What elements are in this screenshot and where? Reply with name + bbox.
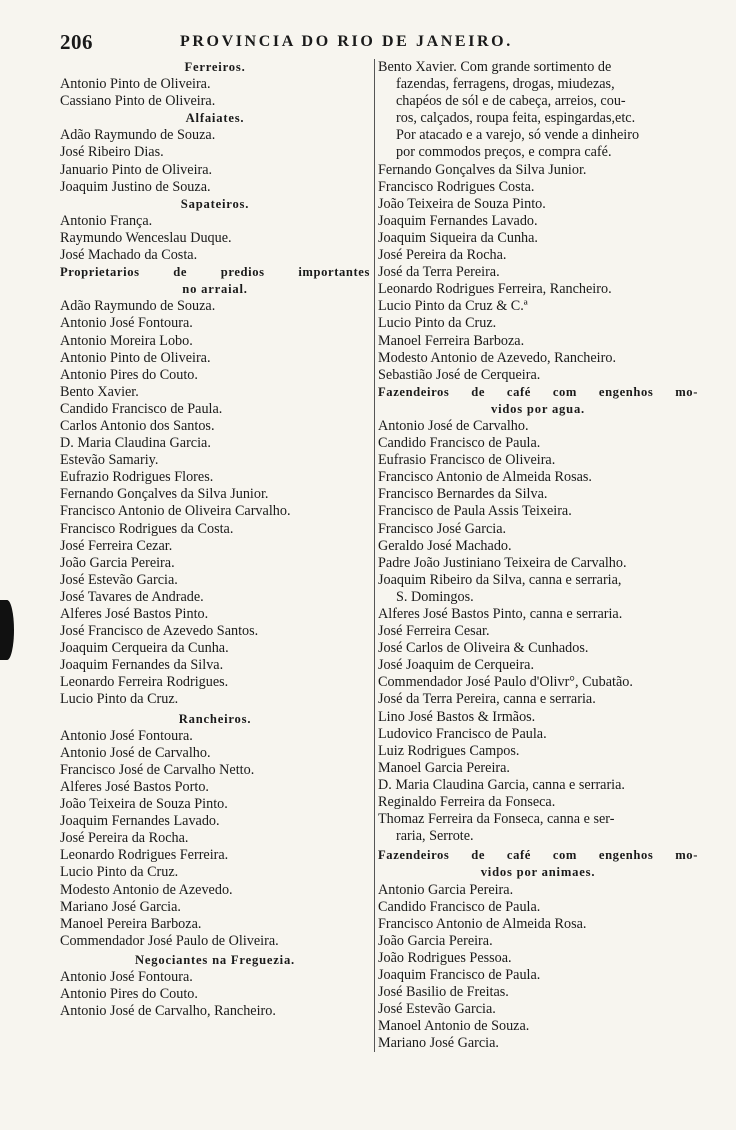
list-item: Fernando Gonçalves da Silva Junior. bbox=[378, 161, 587, 178]
list-item: Luiz Rodrigues Campos. bbox=[378, 742, 520, 759]
list-item: Francisco José Garcia. bbox=[378, 520, 507, 537]
list-item: José Estevão Garcia. bbox=[60, 571, 178, 588]
page-edge-stain bbox=[0, 600, 14, 660]
list-item: Ludovico Francisco de Paula. bbox=[378, 725, 547, 742]
right-column bbox=[374, 59, 698, 1052]
list-item: Alferes José Bastos Pinto, canna e serraria. bbox=[378, 606, 623, 622]
list-item: Thomaz Ferreira da Fonseca, canna e ser- bbox=[378, 811, 615, 828]
list-item: Carlos Antonio dos Santos. bbox=[60, 417, 215, 434]
list-item: Estevão Samariy. bbox=[60, 452, 159, 469]
list-item: Modesto Antonio de Azevedo, Rancheiro. bbox=[378, 349, 616, 366]
section-heading-rancheiros: Rancheiros. bbox=[178, 711, 252, 726]
list-item: João Teixeira de Souza Pinto. bbox=[378, 195, 546, 212]
list-item: Antonio José Fontoura. bbox=[60, 968, 193, 985]
list-proprietarios bbox=[60, 298, 370, 708]
list-item: Sebastião José de Cerqueira. bbox=[378, 366, 541, 383]
list-item: João Rodrigues Pessoa. bbox=[378, 949, 512, 966]
section-heading-negociantes: Negociantes na Freguezia. bbox=[134, 952, 296, 967]
section-heading-fazendeiros-animaes-cont: vidos por animaes. bbox=[480, 865, 596, 880]
list-rancheiros bbox=[60, 728, 370, 950]
list-ferreiros bbox=[60, 76, 370, 110]
list-item: Modesto Antonio de Azevedo. bbox=[60, 881, 233, 898]
list-item: Lucio Pinto da Cruz. bbox=[60, 864, 179, 881]
list-item: Manoel Garcia Pereira. bbox=[378, 759, 510, 776]
list-item: Antonio Moreira Lobo. bbox=[60, 332, 193, 349]
list-item: Antonio Garcia Pereira. bbox=[378, 881, 514, 898]
list-item: Leonardo Rodrigues Ferreira. bbox=[60, 847, 229, 864]
list-item: José Joaquim de Cerqueira. bbox=[378, 657, 535, 674]
list-item: Adão Raymundo de Souza. bbox=[60, 298, 216, 315]
list-item: Antonio Pinto de Oliveira. bbox=[60, 76, 211, 93]
list-item-continuation: raria, Serrote. bbox=[396, 828, 474, 845]
list-item: Joaquim Justino de Souza. bbox=[60, 178, 211, 195]
list-item: ros, calçados, roupa feita, espingardas,etc. bbox=[396, 110, 636, 127]
running-title: PROVINCIA DO RIO DE JANEIRO. bbox=[180, 33, 513, 50]
list-item: Bento Xavier. Com grande sortimento de bbox=[378, 59, 612, 75]
list-item: Geraldo José Machado. bbox=[378, 537, 512, 554]
section-heading-proprietarios-cont: no arraial. bbox=[182, 282, 248, 297]
list-item: Joaquim Fernandes Lavado. bbox=[60, 813, 220, 830]
list-item: fazendas, ferragens, drogas, miudezas, bbox=[396, 76, 615, 93]
list-negociantes bbox=[60, 969, 370, 1020]
list-item: José Tavares de Andrade. bbox=[60, 588, 204, 605]
list-item: Reginaldo Ferreira da Fonseca. bbox=[378, 794, 556, 811]
list-item: José Machado da Costa. bbox=[60, 247, 198, 264]
section-heading-fazendeiros-agua: Fazendeiros de café com engenhos mo- bbox=[378, 384, 698, 399]
list-item: Joaquim Ribeiro da Silva, canna e serraria, bbox=[378, 571, 622, 588]
list-fazendeiros-agua-2 bbox=[378, 606, 698, 811]
list-negociantes-continued bbox=[378, 162, 698, 384]
section-heading-ferreiros: Ferreiros. bbox=[184, 60, 246, 74]
list-item: Candido Francisco de Paula. bbox=[378, 898, 541, 915]
list-item: Francisco Rodrigues da Costa. bbox=[60, 520, 234, 537]
list-item: Fernando Gonçalves da Silva Junior. bbox=[60, 486, 269, 503]
list-item: Commendador José Paulo de Oliveira. bbox=[60, 932, 279, 949]
list-item: Francisco Antonio de Oliveira Carvalho. bbox=[60, 503, 291, 520]
list-item: Candido Francisco de Paula. bbox=[378, 435, 541, 452]
list-item: João Garcia Pereira. bbox=[378, 932, 493, 949]
list-item: Lucio Pinto da Cruz. bbox=[60, 691, 179, 708]
list-item: Eufrazio Rodrigues Flores. bbox=[60, 469, 214, 486]
list-item: José Estevão Garcia. bbox=[378, 1001, 496, 1018]
list-item: Antonio José de Carvalho. bbox=[378, 417, 529, 434]
list-item: Por atacado e a varejo, só vende a dinheiro bbox=[396, 127, 640, 144]
list-item: Eufrasio Francisco de Oliveira. bbox=[378, 452, 556, 469]
list-item: Francisco Bernardes da Silva. bbox=[378, 486, 548, 503]
list-fazendeiros-animaes bbox=[378, 882, 698, 1053]
list-item: D. Maria Claudina Garcia, canna e serraria. bbox=[378, 776, 625, 793]
list-item: Antonio José Fontoura. bbox=[60, 315, 193, 332]
list-item: Lucio Pinto da Cruz & C.ª bbox=[378, 298, 528, 315]
page-number: 206 bbox=[60, 30, 93, 54]
list-item: Joaquim Fernandes Lavado. bbox=[378, 212, 538, 229]
list-item: Antonio Pires do Couto. bbox=[60, 366, 198, 383]
list-item: Francisco José de Carvalho Netto. bbox=[60, 761, 255, 778]
list-sapateiros bbox=[60, 213, 370, 264]
list-item: Joaquim Francisco de Paula. bbox=[378, 966, 541, 983]
list-item: Antonio José de Carvalho, Rancheiro. bbox=[60, 1003, 276, 1020]
list-item: Leonardo Rodrigues Ferreira, Rancheiro. bbox=[378, 281, 612, 298]
list-item: Adão Raymundo de Souza. bbox=[60, 127, 216, 144]
list-item-continuation: S. Domingos. bbox=[396, 588, 474, 605]
list-item: D. Maria Claudina Garcia. bbox=[60, 435, 211, 452]
list-item: José Pereira da Rocha. bbox=[378, 247, 507, 264]
list-item: Joaquim Fernandes da Silva. bbox=[60, 657, 224, 674]
list-item: Antonio José de Carvalho. bbox=[60, 744, 211, 761]
list-item: José Ferreira Cesar. bbox=[378, 623, 490, 640]
section-heading-proprietarios: Proprietarios de predios importantes bbox=[60, 265, 370, 280]
list-item: José Carlos de Oliveira & Cunhados. bbox=[378, 640, 589, 657]
list-item: Mariano José Garcia. bbox=[378, 1035, 499, 1052]
list-item: Januario Pinto de Oliveira. bbox=[60, 161, 213, 178]
list-item: Alferes José Bastos Pinto. bbox=[60, 606, 209, 622]
section-heading-alfaiates: Alfaiates. bbox=[185, 111, 245, 126]
list-item: Antonio França. bbox=[60, 212, 153, 229]
list-item: José da Terra Pereira. bbox=[378, 264, 500, 281]
list-item: Raymundo Wenceslau Duque. bbox=[60, 229, 232, 246]
list-item: Leonardo Ferreira Rodrigues. bbox=[60, 674, 229, 691]
list-item: José Basilio de Freitas. bbox=[378, 984, 509, 1001]
list-item: Mariano José Garcia. bbox=[60, 898, 181, 915]
list-item: Bento Xavier. bbox=[60, 383, 139, 400]
list-item: Joaquim Siqueira da Cunha. bbox=[378, 229, 538, 246]
section-heading-fazendeiros-agua-cont: vidos por agua. bbox=[490, 401, 585, 416]
list-item: Antonio Pinto de Oliveira. bbox=[60, 349, 211, 366]
list-item: Padre João Justiniano Teixeira de Carvalho. bbox=[378, 554, 627, 571]
list-fazendeiros-agua bbox=[378, 418, 698, 572]
list-item: por commodos preços, e compra café. bbox=[396, 144, 612, 161]
list-alfaiates bbox=[60, 127, 370, 195]
list-item: Antonio Pires do Couto. bbox=[60, 986, 198, 1003]
list-item: Cassiano Pinto de Oliveira. bbox=[60, 93, 216, 110]
list-item: Lino José Bastos & Irmãos. bbox=[378, 708, 536, 725]
list-item: João Garcia Pereira. bbox=[60, 554, 175, 571]
section-heading-sapateiros: Sapateiros. bbox=[180, 196, 250, 211]
list-item: Commendador José Paulo d'Olivr°, Cubatão. bbox=[378, 674, 633, 691]
list-item: João Teixeira de Souza Pinto. bbox=[60, 796, 228, 813]
list-item: Lucio Pinto da Cruz. bbox=[378, 315, 497, 332]
list-item: Candido Francisco de Paula. bbox=[60, 400, 223, 417]
list-item: Francisco Antonio de Almeida Rosas. bbox=[378, 469, 592, 486]
list-item: Manoel Ferreira Barboza. bbox=[378, 332, 525, 349]
bento-xavier-advertisement bbox=[378, 59, 698, 162]
list-item: José Francisco de Azevedo Santos. bbox=[60, 623, 259, 640]
list-item: Manoel Pereira Barboza. bbox=[60, 915, 202, 932]
list-item: Francisco Antonio de Almeida Rosa. bbox=[378, 915, 587, 932]
list-item: José Ferreira Cezar. bbox=[60, 537, 173, 554]
list-item: Alferes José Bastos Porto. bbox=[60, 778, 209, 795]
list-item: Antonio José Fontoura. bbox=[60, 727, 193, 744]
list-item: José Pereira da Rocha. bbox=[60, 830, 189, 847]
list-item: José da Terra Pereira, canna e serraria. bbox=[378, 691, 596, 708]
section-heading-fazendeiros-animaes: Fazendeiros de café com engenhos mo- bbox=[378, 848, 698, 863]
list-item: Joaquim Cerqueira da Cunha. bbox=[60, 640, 229, 657]
list-item: Francisco Rodrigues Costa. bbox=[378, 178, 535, 195]
list-item: Manoel Antonio de Souza. bbox=[378, 1018, 530, 1035]
list-item: José Ribeiro Dias. bbox=[60, 144, 164, 161]
list-item: chapéos de sól e de cabeça, arreios, cou- bbox=[396, 93, 626, 110]
list-item: Francisco de Paula Assis Teixeira. bbox=[378, 503, 572, 520]
left-column bbox=[60, 59, 370, 1020]
